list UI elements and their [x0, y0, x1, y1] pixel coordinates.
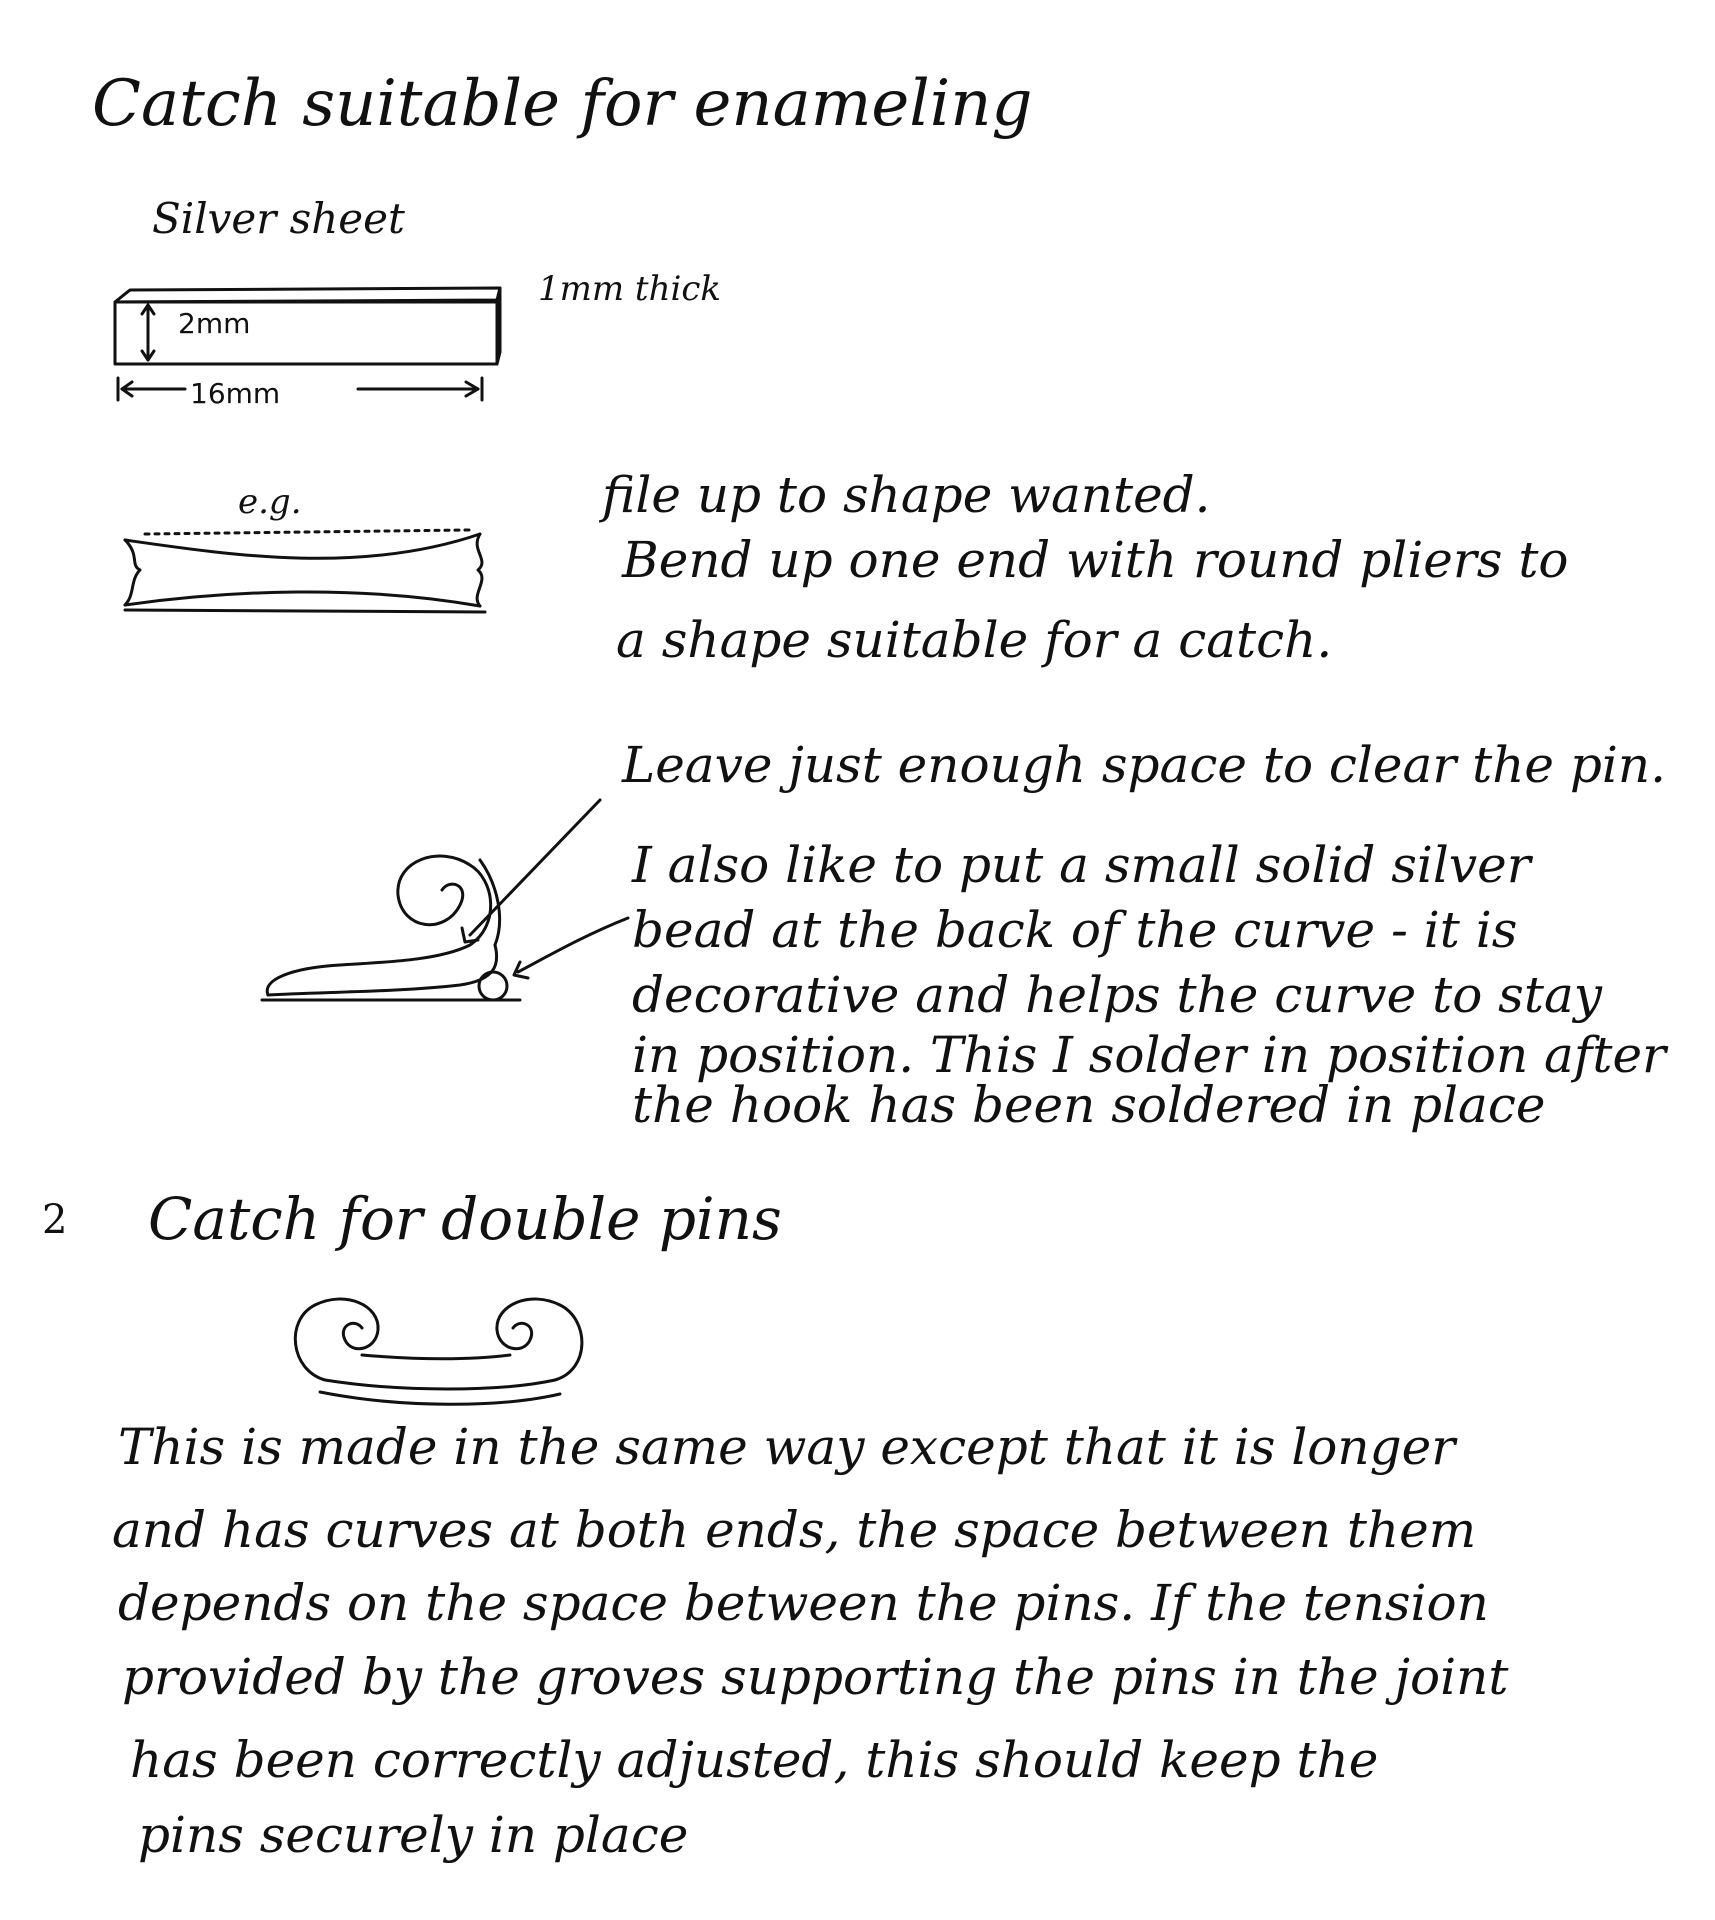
body-line-1: This is made in the same way except that it is longer [118, 1418, 1456, 1476]
double-catch-sketch [295, 1299, 582, 1404]
body-line-4: provided by the groves supporting the pins in the joint [122, 1648, 1509, 1706]
note-line-3: decorative and helps the curve to stay [632, 966, 1602, 1024]
note-line-4: in position. This I solder in position after [632, 1026, 1666, 1084]
step-line-3: a shape suitable for a catch. [616, 611, 1333, 669]
body-line-2: and has curves at both ends, the space between them [112, 1501, 1477, 1559]
thickness-label: 1mm thick [538, 269, 721, 309]
shaped-piece-sketch [125, 530, 485, 612]
scroll-catch-sketch [262, 800, 628, 1000]
note-line-1: I also like to put a small solid silver [632, 836, 1531, 894]
note-line-2: bead at the back of the curve - it is [632, 901, 1518, 959]
silver-sheet-sketch [115, 288, 500, 400]
body-line-5: has been correctly adjusted, this should keep the [130, 1731, 1379, 1789]
body-line-3: depends on the space between the pins. If the tension [118, 1574, 1489, 1632]
example-label: e.g. [238, 482, 302, 522]
pin-clearance-callout: Leave just enough space to clear the pin. [622, 736, 1666, 794]
body-line-6: pins securely in place [138, 1806, 689, 1864]
page-title: Catch suitable for enameling [92, 67, 1033, 141]
length-dimension-label: 16mm [190, 377, 281, 410]
section-number: 2 [42, 1197, 68, 1243]
silver-sheet-label: Silver sheet [152, 194, 405, 243]
step-line-1: file up to shape wanted. [602, 466, 1211, 524]
note-line-5: the hook has been soldered in place [632, 1076, 1546, 1134]
height-dimension-label: 2mm [178, 307, 251, 340]
step-line-2: Bend up one end with round pliers to [622, 531, 1569, 589]
section-title: Catch for double pins [148, 1185, 782, 1253]
